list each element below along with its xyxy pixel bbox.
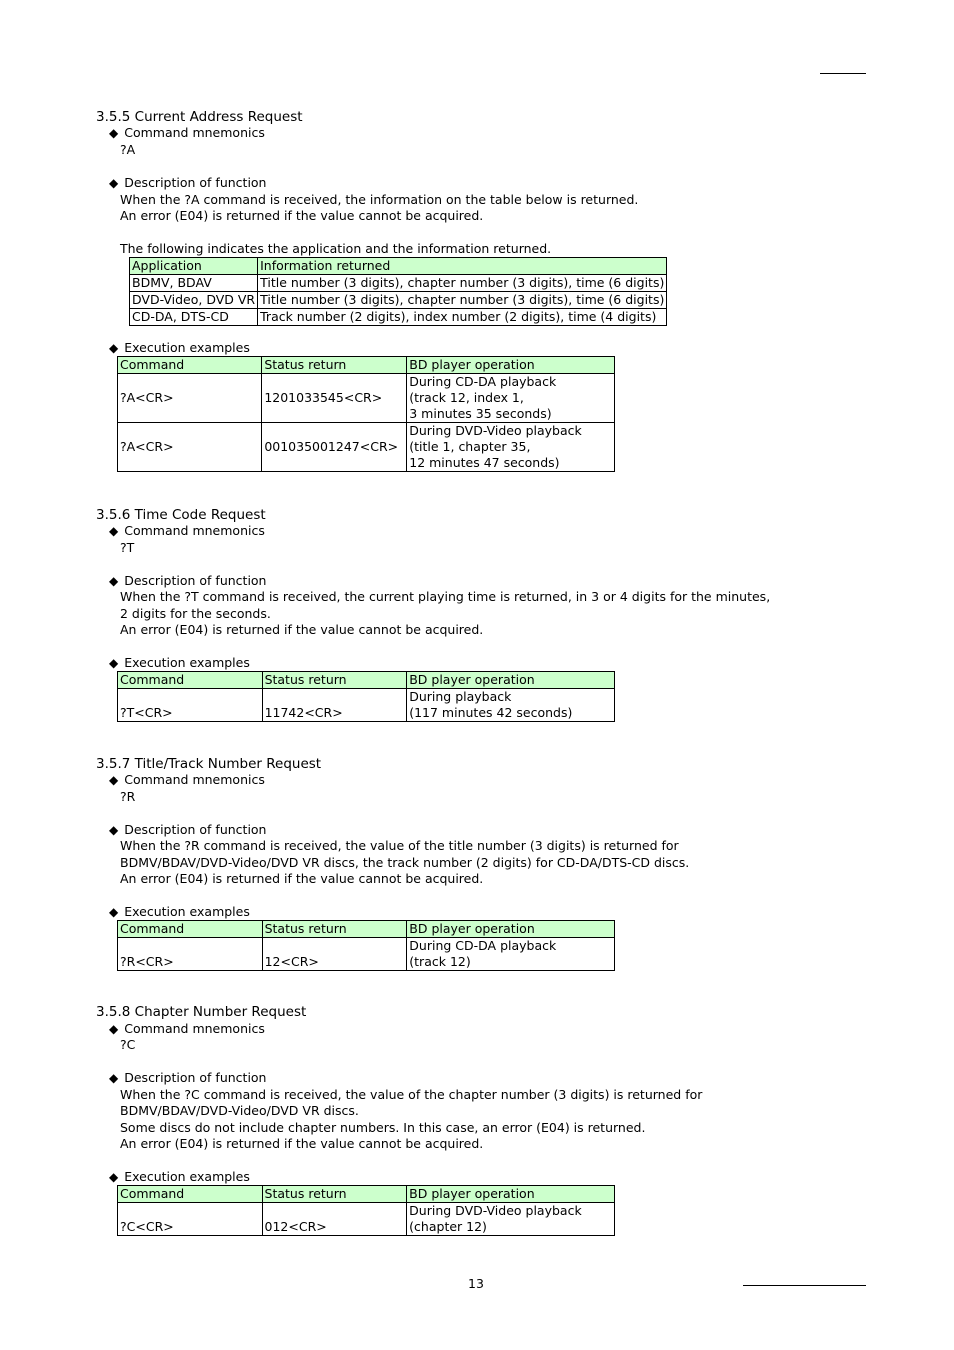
exec-label: ◆ Execution examples	[109, 904, 250, 919]
op-line: (title 1, chapter 35,	[409, 439, 531, 454]
table-header-cell: BD player operation	[407, 357, 615, 374]
exec-label: ◆ Execution examples	[109, 655, 250, 670]
op-line: During DVD-Video playback	[409, 1203, 582, 1218]
op-line: (chapter 12)	[409, 1219, 487, 1234]
table-header-cell: Information returned	[258, 258, 667, 275]
desc-line: When the ?A command is received, the information on the table below is returned.	[120, 192, 639, 207]
op-line: During DVD-Video playback	[409, 423, 582, 438]
op-line: (track 12, index 1,	[409, 390, 524, 405]
exec-table	[117, 671, 615, 722]
diamond-bullet-icon: ◆	[109, 176, 119, 190]
table-cell	[407, 689, 615, 722]
exec-table	[117, 1185, 615, 1236]
table-cell: 12<CR>	[262, 938, 407, 971]
op-line: (117 minutes 42 seconds)	[409, 705, 573, 720]
op-line: 3 minutes 35 seconds)	[409, 406, 552, 421]
diamond-bullet-icon: ◆	[109, 1071, 119, 1085]
table-cell	[407, 938, 615, 971]
table-cell: ?R<CR>	[118, 938, 263, 971]
table-header-cell: Command	[118, 1186, 263, 1203]
mnemonic-label: ◆ Command mnemonics	[109, 125, 265, 140]
exec-label: ◆ Execution examples	[109, 1169, 250, 1184]
desc-line: When the ?R command is received, the value of the title number (3 digits) is returned for	[120, 838, 679, 853]
table-header-cell: Command	[118, 921, 263, 938]
table-cell: Title number (3 digits), chapter number (3 digits), time (6 digits)	[258, 292, 667, 309]
mnemonic: ?T	[120, 540, 135, 555]
table-cell	[407, 423, 615, 472]
table-row	[118, 938, 615, 971]
diamond-bullet-icon: ◆	[109, 524, 119, 538]
table-row	[118, 1203, 615, 1236]
desc-line: An error (E04) is returned if the value cannot be acquired.	[120, 1136, 484, 1151]
mnemonic-label: ◆ Command mnemonics	[109, 772, 265, 787]
op-line: During playback	[409, 689, 512, 704]
header-rule	[820, 73, 866, 74]
desc-line: When the ?C command is received, the value of the chapter number (3 digits) is returned for	[120, 1087, 703, 1102]
exec-label: ◆ Execution examples	[109, 340, 250, 355]
desc-line: An error (E04) is returned if the value cannot be acquired.	[120, 622, 484, 637]
diamond-bullet-icon: ◆	[109, 773, 119, 787]
exec-table	[117, 920, 615, 971]
diamond-bullet-icon: ◆	[109, 126, 119, 140]
table-cell	[407, 1203, 615, 1236]
table-cell: DVD-Video, DVD VR	[130, 292, 258, 309]
table-row	[118, 423, 615, 472]
page-number: 13	[468, 1276, 484, 1291]
table-header-cell: Command	[118, 357, 262, 374]
desc-label: ◆ Description of function	[109, 822, 267, 837]
mnemonic: ?C	[120, 1037, 136, 1052]
table-row	[118, 689, 615, 722]
diamond-bullet-icon: ◆	[109, 574, 119, 588]
diamond-bullet-icon: ◆	[109, 1022, 119, 1036]
desc-label: ◆ Description of function	[109, 573, 267, 588]
desc-line: Some discs do not include chapter numbers. In this case, an error (E04) is returned.	[120, 1120, 646, 1135]
desc-label: ◆ Description of function	[109, 1070, 267, 1085]
diamond-bullet-icon: ◆	[109, 905, 119, 919]
table-cell: BDMV, BDAV	[130, 275, 258, 292]
info-table	[129, 257, 667, 326]
table-cell: Title number (3 digits), chapter number (3 digits), time (6 digits)	[258, 275, 667, 292]
table-cell: 001035001247<CR>	[262, 423, 407, 472]
table-cell: ?A<CR>	[118, 374, 262, 423]
table-header-cell: Application	[130, 258, 258, 275]
desc-line: BDMV/BDAV/DVD-Video/DVD VR discs.	[120, 1103, 359, 1118]
desc-line: BDMV/BDAV/DVD-Video/DVD VR discs, the track number (2 digits) for CD-DA/DTS-CD discs.	[120, 855, 690, 870]
desc-line: 2 digits for the seconds.	[120, 606, 271, 621]
exec-table	[117, 356, 615, 472]
section-heading: 3.5.8 Chapter Number Request	[96, 1004, 307, 1020]
table-cell: ?C<CR>	[118, 1203, 263, 1236]
table-header-cell: BD player operation	[407, 1186, 615, 1203]
desc-line: When the ?T command is received, the current playing time is returned, in 3 or 4 digits for the minutes,	[120, 589, 771, 604]
table-cell: 11742<CR>	[262, 689, 407, 722]
section-heading: 3.5.7 Title/Track Number Request	[96, 756, 322, 772]
table-header-cell: BD player operation	[407, 921, 615, 938]
table-cell: Track number (2 digits), index number (2 digits), time (4 digits)	[258, 309, 667, 326]
table-cell: 012<CR>	[262, 1203, 407, 1236]
table-row	[118, 374, 615, 423]
desc-label: ◆ Description of function	[109, 175, 267, 190]
diamond-bullet-icon: ◆	[109, 823, 119, 837]
mnemonic: ?A	[120, 142, 136, 157]
mnemonic-label: ◆ Command mnemonics	[109, 1021, 265, 1036]
table-cell: CD-DA, DTS-CD	[130, 309, 258, 326]
table-cell: ?T<CR>	[118, 689, 263, 722]
section-heading: 3.5.5 Current Address Request	[96, 109, 303, 125]
info-intro: The following indicates the application and the information returned.	[120, 241, 552, 256]
desc-line: An error (E04) is returned if the value cannot be acquired.	[120, 208, 484, 223]
table-header-cell: Status return	[262, 357, 407, 374]
op-line: During CD-DA playback	[409, 374, 557, 389]
section-heading: 3.5.6 Time Code Request	[96, 507, 266, 523]
table-cell	[407, 374, 615, 423]
op-line: During CD-DA playback	[409, 938, 557, 953]
mnemonic-label: ◆ Command mnemonics	[109, 523, 265, 538]
desc-line: An error (E04) is returned if the value cannot be acquired.	[120, 871, 484, 886]
footer-rule	[743, 1285, 866, 1286]
table-header-cell: BD player operation	[407, 672, 615, 689]
diamond-bullet-icon: ◆	[109, 341, 119, 355]
table-cell: ?A<CR>	[118, 423, 262, 472]
diamond-bullet-icon: ◆	[109, 656, 119, 670]
table-header-cell: Status return	[262, 1186, 407, 1203]
op-line: 12 minutes 47 seconds)	[409, 455, 560, 470]
op-line: (track 12)	[409, 954, 471, 969]
diamond-bullet-icon: ◆	[109, 1170, 119, 1184]
table-header-cell: Status return	[262, 921, 407, 938]
table-cell: 1201033545<CR>	[262, 374, 407, 423]
table-header-cell: Status return	[262, 672, 407, 689]
mnemonic: ?R	[120, 789, 136, 804]
table-header-cell: Command	[118, 672, 263, 689]
